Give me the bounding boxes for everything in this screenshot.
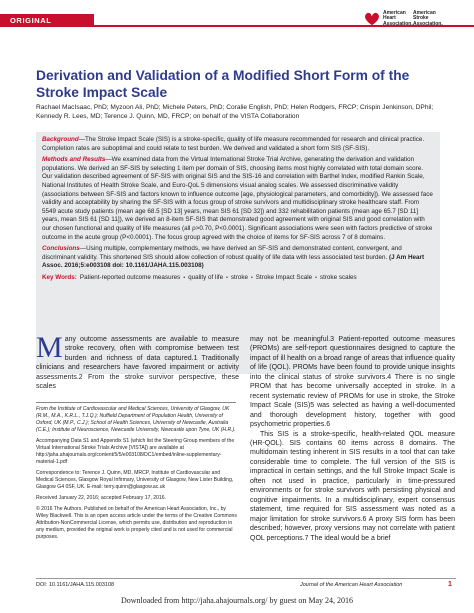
footer-divider (36, 578, 456, 579)
keyword: quality of life (188, 273, 224, 281)
body-column-left (36, 331, 239, 392)
footnote-divider (36, 402, 236, 403)
abstract-head: Background (42, 136, 79, 143)
keyword: stroke (230, 273, 249, 281)
bullet-icon: • (251, 274, 253, 281)
keyword: stroke scales (319, 273, 357, 281)
doi: DOI: 10.1161/JAHA.115.003108 (36, 582, 115, 588)
abstract-head: Conclusions (42, 245, 80, 253)
aha-asa-logo (363, 8, 463, 30)
abstract-background: Background—The Stroke Impact Scale (SIS) is a stroke-specific, quality of life measure recommended for research and clinical practice. Completion rates are suboptimal and could relate to test burden. We derived and validated a short form SIS (SF-SIS). (42, 136, 425, 152)
correspondence: Correspondence to: Terence J. Quinn, MD, MRCP, Institute of Cardiovascular and Medical Sciences, Glasgow Royal Infirmary, University of Glasgow, New Lister Building, Glasgow G4 0SF, UK. E-mail: terry.quinn@glasgow.ac.uk (36, 470, 234, 490)
logo-text-left: American Heart Association. (383, 10, 413, 27)
bullet-icon: • (183, 274, 186, 281)
keyword: Patient-reported outcome measures (79, 273, 181, 281)
section-tag: ORIGINAL RESEARCH (0, 14, 94, 27)
heart-torch-icon (363, 10, 381, 28)
author-list: Rachael MacIsaac, PhD; Myzoon Ali, PhD; Michele Peters, PhD; Coralie English, PhD; Helen Rodgers, FRCP; Crispin Jenkinson, DPhil; Kennedy R. Lees, MD; Terence J. Quinn, MD, FRCP; on behalf of the VISTA Collaboration (36, 104, 434, 120)
page-number: 1 (448, 581, 452, 588)
journal-name: Journal of the American Heart Association (300, 582, 403, 588)
abstract-conclusions: Conclusions—Using multiple, complementary methods, we have derived an SF-SIS and demonstrated content, convergent, and discriminant validity. This shortened SIS should allow collection of robust quality of life data with less associated test burden. (J Am Heart Assoc. 2016;5:e003108 doi: 10.1161/JAHA.115.003108) (42, 245, 425, 270)
body-paragraph: This SIS is a stroke-specific, health-related QOL measure (HR-QOL). SIS contains 60 items across 8 domains. The multidomain testing inherent in SIS results in a tool that can take considerable time to complete. The full version of the SIS is impractical in certain settings, and the full Stroke Impact Scale is often not used in practice, particularly in time-pressured environments or for stroke survivors with persisting physical and cognitive impairments. In a multidisciplinary, expert consensus statement, time required for SIS assessment was noted as a major limitation for stroke survivors.6 A proxy SIS form has been described; however, proxy versions may not correlate with patient QOL perceptions.7 The ideal would be a brief (250, 430, 455, 542)
article-title: Derivation and Validation of a Modified Short Form of the Stroke Impact Scale (36, 68, 410, 100)
logo-text-right: American Stroke Association. (413, 10, 443, 27)
bullet-icon: • (226, 274, 228, 281)
download-stamp: Downloaded from http://jaha.ahajournals.org/ by guest on May 24, 2016 (120, 596, 354, 605)
supplement-note: Accompanying Data S1 and Appendix S1 (which list the Steering Group members of the Virtual International Stroke Trials Archive [VISTA]) are available at http://jaha.ahajournals.org/content/5/5/e003108/DC1/embed/inline-supplementary-material-1.pdf (36, 438, 235, 465)
keywords-label: Key Words: (42, 273, 77, 281)
abstract-head: Methods and Results (42, 156, 106, 164)
abstract-methods: Methods and Results—We examined data from the Virtual International Stroke Trial Archive, generating the derivation and validation populations. We derived an SF-SIS by selecting 1 item per domain of SIS, choosing items most highly correlated with total domain score. Our validation described agreement of SF-SIS with original SIS and the SIS-16 and correlation with Barthel Index, modified Rankin Scale, National Institutes of Health Stroke Scale, and Euro-QoL 5 dimensions visual analog scales. We assessed discriminative validity (associations between SF-SIS and factors known to influence outcome [age, physiological parameters, and comorbidity]). We assessed face validity and acceptability by sharing the SF-SIS with a focus group of stroke survivors and multidisciplinary stroke healthcare staff. From 5549 acute study patients (mean age 68.5 [SD 13] years, mean SIS 61 [SD 32]) and 332 rehabilitation patients (mean age 65.7 [SD 11] years, mean SIS 61 [SD 11]), we derived an 8-item SF-SIS that demonstrated good agreement with original SIS and good correlation with our chosen functional and quality of life measures (all ρ>0.70, P<0.0001). Significant associations were seen with factors predictive of stroke outcome in the acute group (P<0.0001). The focus group agreed with the choice of items for SF-SIS across 7 of 8 domains. (42, 156, 433, 241)
keyword: Stroke Impact Scale (255, 273, 313, 281)
drop-cap: M (36, 331, 63, 364)
body-column-right (250, 335, 455, 543)
received-dates: Received January 22, 2016; accepted February 17, 2016. (36, 495, 166, 501)
bullet-icon: • (315, 274, 317, 281)
body-paragraph: may not be meaningful.3 Patient-reported outcome measures (PROMs) are self-report questionnaires designed to capture the impact of ill health on a broad range of areas that influence quality of life (QOL). PROMs have been found to provide unique insights into the clinical status of stroke survivors.4 There is no single PROM that has become universally accepted in stroke. In a recent systematic review of PROMs for use in stroke, the Stroke Impact Scale (SIS)5 was selected as having a well-documented and thorough development history, together with good psychometric properties.6 (250, 336, 455, 429)
footnotes (36, 406, 239, 545)
keyword-list (42, 274, 434, 283)
affiliations: From the Institute of Cardiovascular and Medical Sciences, University of Glasgow, UK (R.M., M.A., K.R.L., T.J.Q.); Nuffield Department of Population Health, University of Oxford, UK (M.P., C.J.); School of Health Sciences, University of Newcastle, Australia (C.E.); Institute of Neuroscience, Newcastle University, Newcastle upon Tyne, UK (H.R.). (36, 406, 236, 433)
citation: (J Am Heart Assoc. 2016;5:e003108 doi: 10.1161/JAHA.115.003108) (42, 253, 425, 270)
license: © 2016 The Authors. Published on behalf of the American Heart Association, Inc., by Wiley Blackwell. This is an open access article under the terms of the Creative Commons Attribution-NonCommercial License, which permits use, distribution and reproduction in any medium, provided the original work is properly cited and is not used for commercial purposes. (36, 506, 237, 540)
intro-paragraph: Many outcome assessments are available to measure stroke recovery, often with compromise between test burden and richness of data captured.1 Traditionally clinicians and researchers have favored impairment or activity assessments.2 From the stroke survivor perspective, these scales (36, 331, 239, 391)
